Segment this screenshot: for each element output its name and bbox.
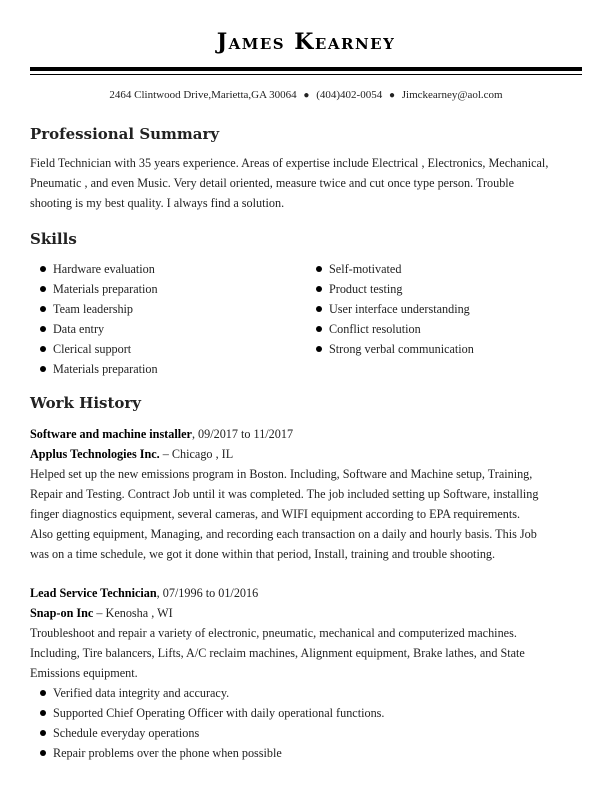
contact-address: 2464 Clintwood Drive,Marietta,GA 30064 — [109, 89, 297, 101]
job-bullet-item: Supported Chief Operating Officer with daily operational functions. — [30, 703, 384, 723]
skill-item: User interface understanding — [306, 299, 474, 319]
job-description-line: Repair and Testing. Contract Job until it was completed. The job included setting up Software, installing — [30, 487, 539, 501]
summary-line: Pneumatic , and even Music. Very detail oriented, measure twice and cut once type person. Trouble — [30, 176, 515, 190]
skill-item: Team leadership — [30, 299, 158, 319]
job-description — [30, 464, 586, 564]
skill-item: Materials preparation — [30, 359, 158, 379]
header-rule-thick — [30, 67, 582, 71]
skill-item: Product testing — [306, 279, 474, 299]
summary-text — [30, 153, 586, 213]
job-bullet-item: Repair problems over the phone when possible — [30, 743, 384, 763]
job-bullet-item: Schedule everyday operations — [30, 723, 384, 743]
job-description-line: Troubleshoot and repair a variety of electronic, pneumatic, mechanical and computerized machines. — [30, 626, 517, 640]
job-company: Applus Technologies Inc. — [30, 447, 160, 461]
skills-column-left — [30, 259, 158, 379]
skill-item: Conflict resolution — [306, 319, 474, 339]
skill-item: Clerical support — [30, 339, 158, 359]
job-location: – Chicago , IL — [159, 447, 234, 461]
contact-separator: ● — [388, 90, 396, 101]
job-description-line: Helped set up the new emissions program in Boston. Including, Software and Machine setup, Training, — [30, 467, 533, 481]
job-title-line — [30, 583, 258, 603]
job-company-line — [30, 444, 233, 464]
job-description-line: Also getting equipment, Managing, and recording each transaction on a daily and hourly basis. This Job — [30, 527, 537, 541]
job-position: Software and machine installer — [30, 427, 192, 441]
skill-item: Materials preparation — [30, 279, 158, 299]
job-description-line: Including, Tire balancers, Lifts, A/C reclaim machines, Alignment equipment, Brake lathes, and State — [30, 646, 525, 660]
skill-item: Self-motivated — [306, 259, 474, 279]
job-description-line: finger diagnostics equipment, several cameras, and WIFI equipment according to EPA requirements. — [30, 507, 521, 521]
job-dates: , 07/1996 to 01/2016 — [156, 586, 259, 600]
work-history-heading: Work History — [30, 394, 142, 412]
job-bullet-item: Verified data integrity and accuracy. — [30, 683, 384, 703]
contact-separator: ● — [303, 90, 310, 101]
job-location: – Kenosha , WI — [93, 606, 173, 620]
job-bullets — [30, 683, 384, 763]
job-description — [30, 623, 586, 683]
skill-item: Hardware evaluation — [30, 259, 158, 279]
contact-email: Jimckearney@aol.com — [401, 89, 503, 101]
job-title-line — [30, 424, 293, 444]
skill-item: Strong verbal communication — [306, 339, 474, 359]
job-company-line — [30, 603, 173, 623]
job-position: Lead Service Technician — [30, 586, 157, 600]
contact-phone: (404)402-0054 — [316, 89, 383, 101]
job-dates: , 09/2017 to 11/2017 — [191, 427, 294, 441]
candidate-name: James Kearney — [216, 29, 396, 55]
header-rule-thin — [30, 74, 582, 75]
summary-heading: Professional Summary — [30, 125, 220, 143]
job-description-line: Emissions equipment. — [30, 666, 138, 680]
skill-item: Data entry — [30, 319, 158, 339]
contact-line — [0, 89, 612, 101]
skills-column-right — [306, 259, 474, 359]
summary-line: Field Technician with 35 years experience. Areas of expertise include Electrical , Electronics, Mechanical, — [30, 156, 549, 170]
summary-line: shooting is my best quality. I always find a solution. — [30, 196, 285, 210]
job-company: Snap-on Inc — [30, 606, 94, 620]
skills-heading: Skills — [30, 230, 77, 248]
job-description-line: was on a time schedule, we got it done within that period, Install, training and trouble shooting. — [30, 547, 496, 561]
